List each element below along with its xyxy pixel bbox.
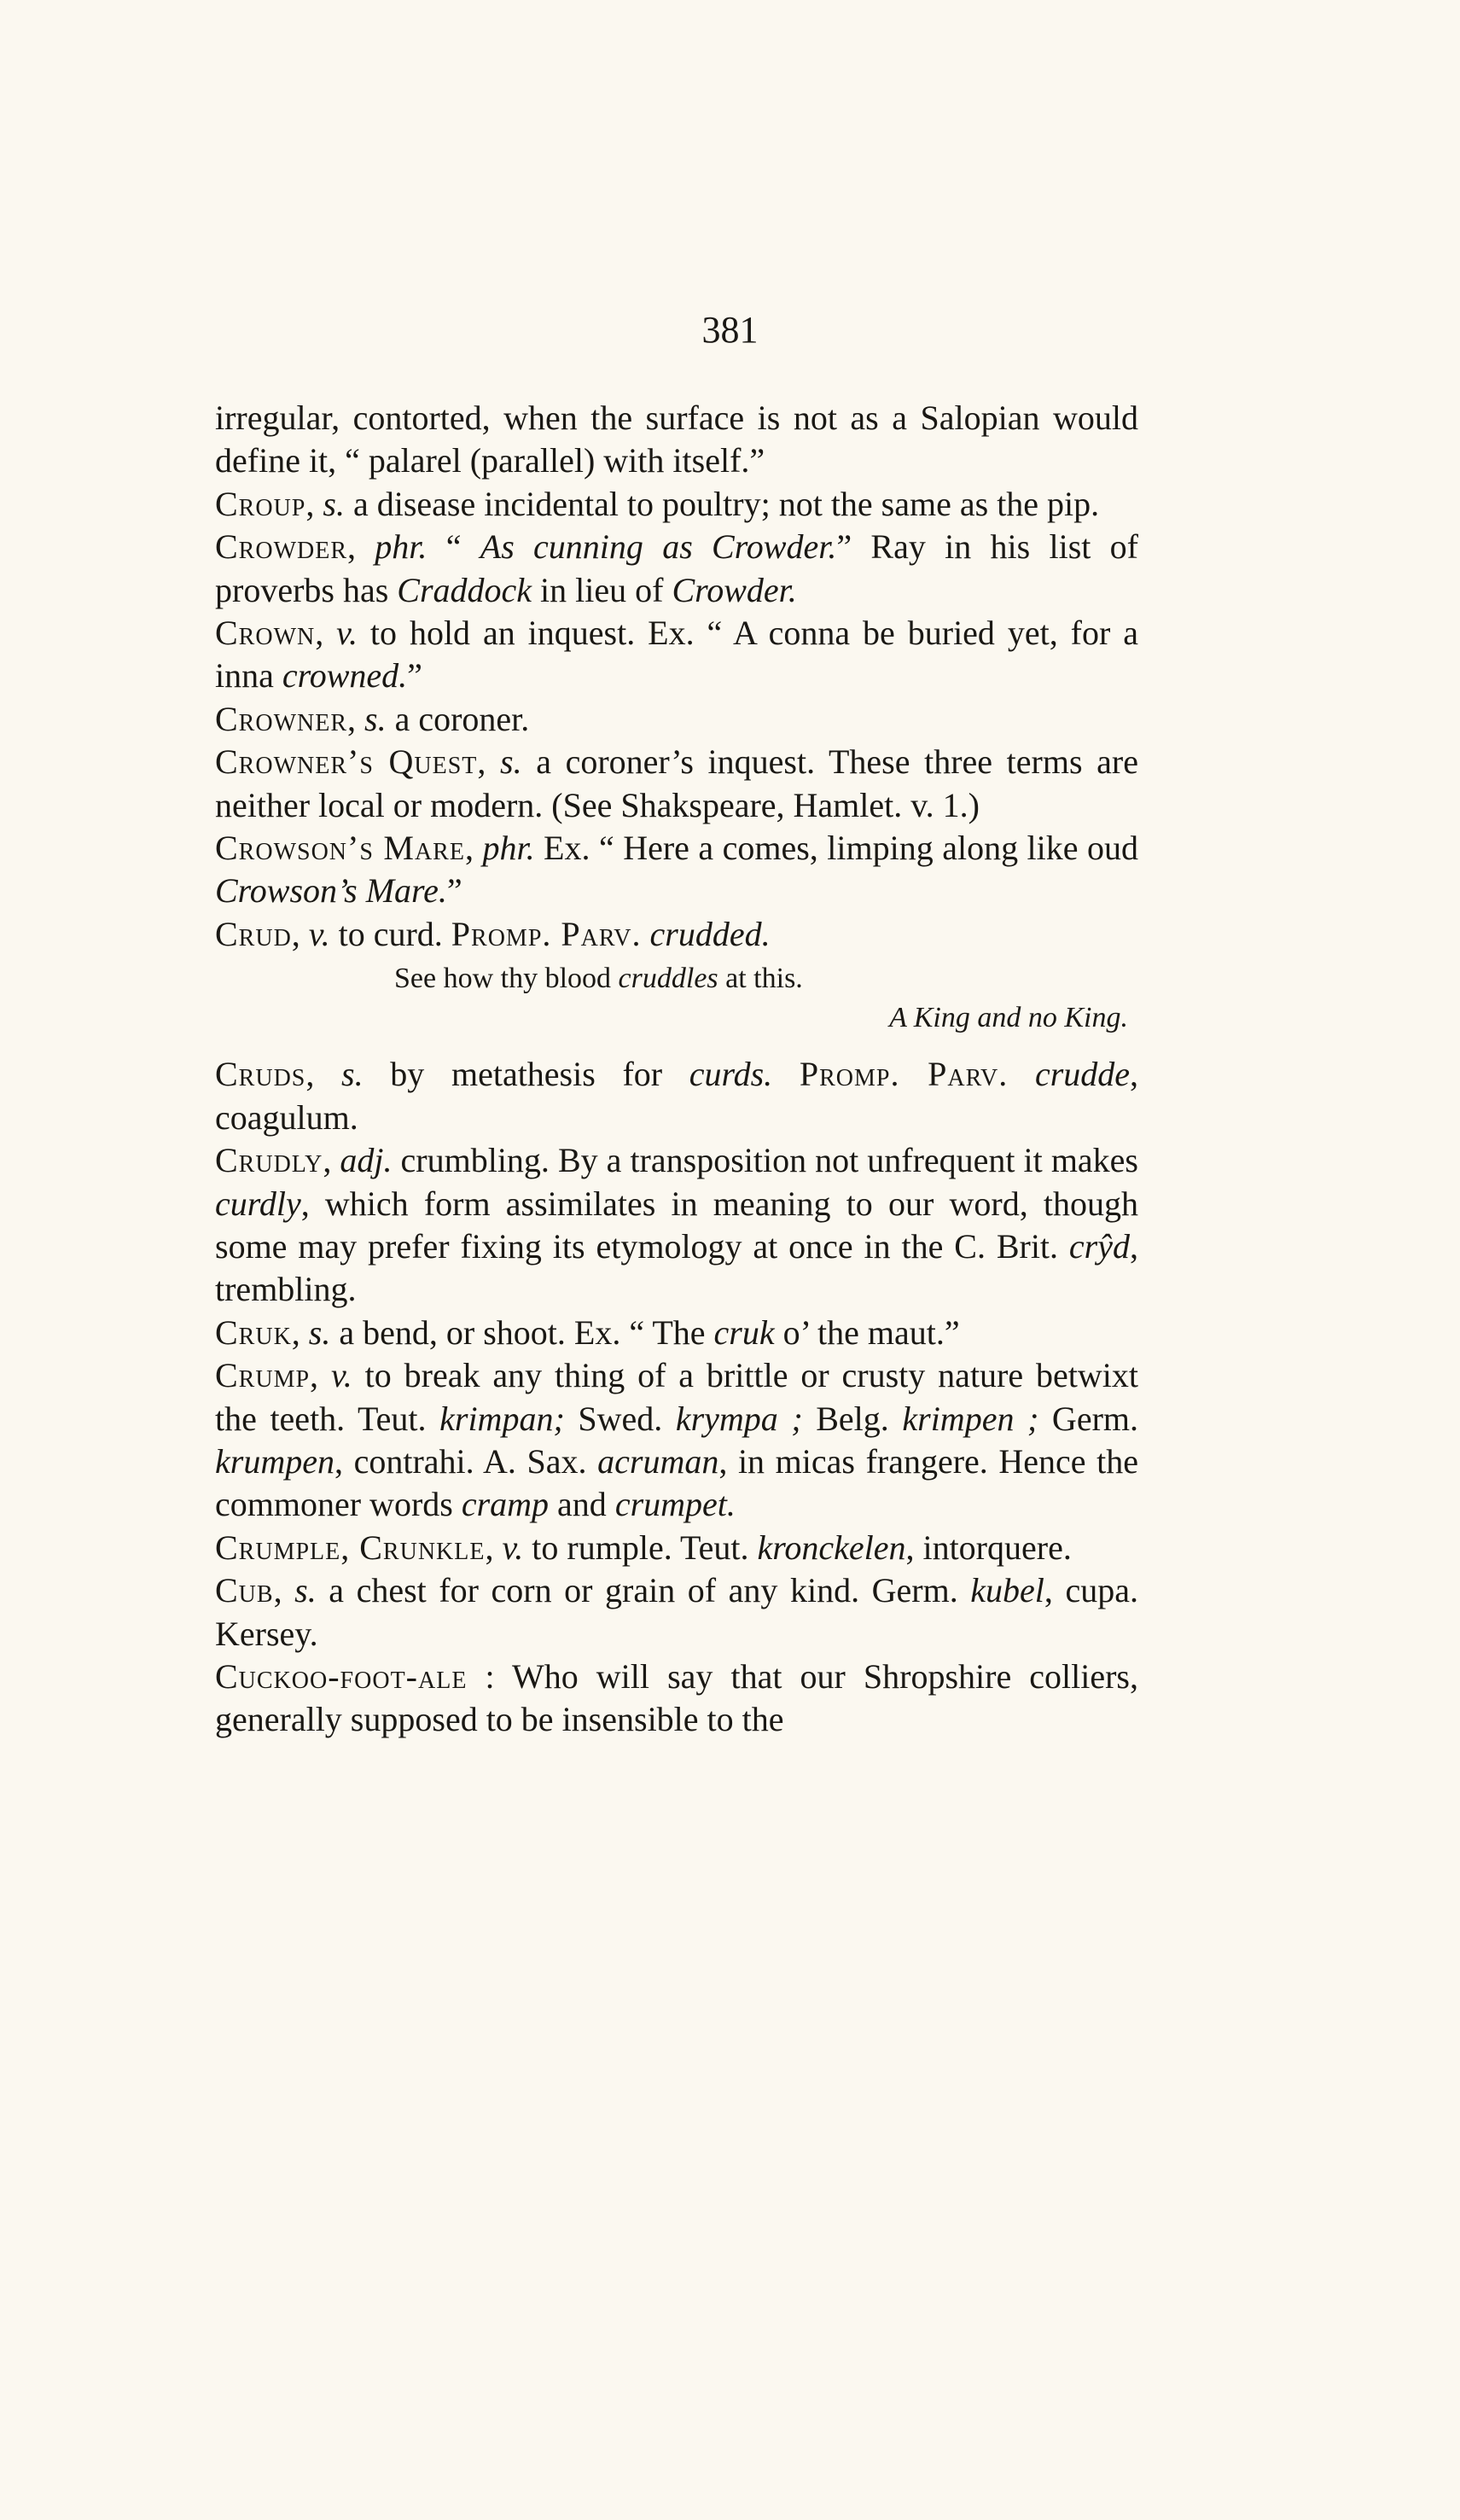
glossary-entry: Crowner, s. a coroner. [215,699,530,738]
glossary-entry: Crowson’s Mare, phr. Ex. “ Here a comes, limping along like oud Crowson’s Mare.” [215,829,1138,911]
glossary-entry: Crud, v. to curd. Promp. Parv. crudded. [215,914,771,953]
glossary-entry: Crudly, adj. crumbling. By a transposition not unfrequent it makes curdly, which form assimilates in meaning to our word, though some may prefer fixing its etymology at once in the C. Brit. crŷd, trembling. [215,1141,1139,1309]
page-number: 381 [701,309,759,351]
quotation [215,959,1138,1038]
glossary-entry: Croup, s. a disease incidental to poultry; not the same as the pip. [215,484,1100,523]
glossary-entry: Cub, s. a chest for corn or grain of any kind. Germ. kubel, cupa. Kersey. [215,1571,1138,1653]
glossary-entry: Crown, v. to hold an inquest. Ex. “ A conna be buried yet, for a inna crowned.” [215,614,1138,695]
glossary-entry: Crump, v. to break any thing of a brittle or crusty nature betwixt the teeth. Teut. krimpan; Swed. krympa ; Belg. krimpen ; Germ. krumpen, contrahi. A. Sax. acruman, in micas frangere. Hence the commoner words cramp and crumpet. [215,1356,1139,1524]
glossary-entry: irregular, contorted, when the surface is not as a Salopian would define it, “ palarel (parallel) with itself.” [215,399,1138,480]
glossary-entry: Crumple, Crunkle, v. to rumple. Teut. kronckelen, intorquere. [215,1528,1072,1567]
glossary-entry: Cruds, s. by metathesis for curds. Promp. Parv. crudde, coagulum. [215,1055,1139,1137]
glossary-entry: Crowner’s Quest, s. a coroner’s inquest. These three terms are neither local or modern. (See Shakspeare, Hamlet. v. 1.) [215,742,1138,824]
entries-part-1 [215,397,1138,956]
glossary-text [215,397,1138,1742]
entries-part-2 [215,1053,1138,1742]
glossary-entry: Crowder, phr. “ As cunning as Crowder.” Ray in his list of proverbs has Craddock in lieu of Crowder. [215,527,1138,609]
glossary-entry: Cuckoo-foot-ale : Who will say that our Shropshire colliers, generally supposed to be insensible to the [215,1656,1138,1739]
glossary-entry: Cruk, s. a bend, or shoot. Ex. “ The cruk o’ the maut.” [215,1312,960,1352]
quotation-source: A King and no King. [889,1002,1128,1034]
quotation-line: See how thy blood cruddles at this. [394,963,803,995]
